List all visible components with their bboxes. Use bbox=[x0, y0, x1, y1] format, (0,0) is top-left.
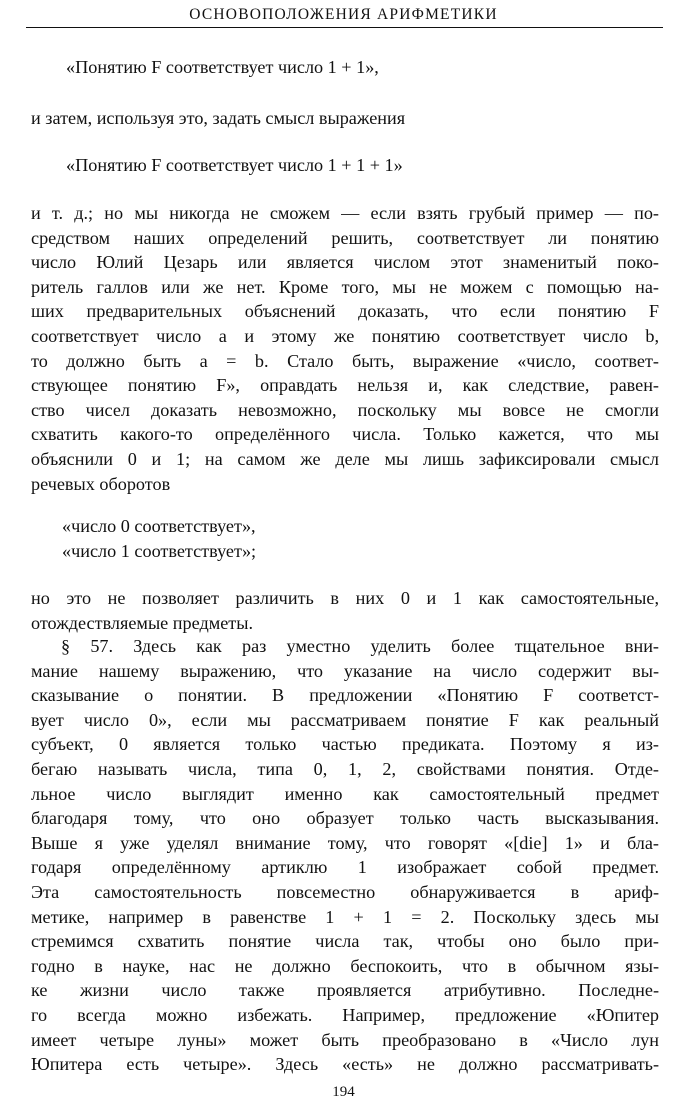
formula-line-1: «Понятию F соответствует число 1 + 1», bbox=[66, 57, 379, 77]
text-line: «число 1 соответствует»; bbox=[62, 540, 257, 561]
text-line: речевых оборотов bbox=[31, 473, 171, 494]
text-line: Эта самостоятельность повсеместно обнаруживается в ариф- bbox=[31, 881, 659, 902]
text-line: сказывание о понятии. В предложении «Понятию F соответст- bbox=[31, 685, 659, 706]
text-line: бегаю называть числа, типа 0, 1, 2, свойствами понятия. Отде- bbox=[31, 758, 659, 779]
text-line: ке жизни число также проявляется атрибутивно. Последне- bbox=[31, 980, 659, 1001]
header-rule bbox=[26, 27, 663, 28]
paragraph-section-57 bbox=[31, 634, 659, 1077]
running-header: ОСНОВОПОЛОЖЕНИЯ АРИФМЕТИКИ bbox=[189, 6, 498, 23]
text-line: льное число выглядит именно как самостоятельный предмет bbox=[31, 783, 659, 804]
paragraph-1 bbox=[31, 201, 659, 496]
text-line: метике, например в равенстве 1 + 1 = 2. Поскольку здесь мы bbox=[31, 906, 659, 927]
text-line: годаря определённому артиклю 1 изображает собой предмет. bbox=[31, 857, 659, 878]
text-line: го всегда можно избежать. Например, предложение «Юпитер bbox=[31, 1004, 659, 1025]
text-line: субъект, 0 является только частью предиката. Поэтому я из- bbox=[31, 734, 659, 755]
text-line: годно в науке, нас не должно беспокоить, что в обычном язы- bbox=[31, 955, 659, 976]
page-number: 194 bbox=[332, 1084, 355, 1100]
text-line: благодаря тому, что оно образует только часть высказывания. bbox=[31, 808, 659, 829]
text-line: схватить какого-то определённого числа. Только кажется, что мы bbox=[31, 424, 659, 445]
quoted-phrases bbox=[62, 514, 462, 563]
text-line: Юпитера есть четыре». Здесь «есть» не должно рассматривать- bbox=[31, 1054, 659, 1075]
text-line: ствующее понятию F», оправдать нельзя и, как следствие, равен- bbox=[31, 375, 659, 396]
text-line: вует число 0», если мы рассматриваем понятие F как реальный bbox=[31, 709, 659, 730]
text-line: отождествляемые предметы. bbox=[31, 612, 253, 633]
text-line: мание нашему выражению, что указание на число содержит вы- bbox=[31, 660, 659, 681]
text-line: то должно быть a = b. Стало быть, выражение «число, соответ- bbox=[31, 350, 659, 371]
paragraph-2 bbox=[31, 586, 659, 635]
transition-text bbox=[31, 106, 631, 131]
text-line: ших предварительных объяснений доказать, что если понятию F bbox=[31, 301, 659, 322]
text-line: объяснили 0 и 1; на самом же деле мы лишь зафиксировали смысл bbox=[31, 448, 659, 469]
text-line: стремимся схватить понятие числа так, чтобы оно было при- bbox=[31, 931, 659, 952]
text-line: средством наших определений решить, соответствует ли понятию bbox=[31, 227, 659, 248]
text-line: и т. д.; но мы никогда не сможем — если взять грубый пример — по- bbox=[31, 203, 659, 223]
formula-line-2: «Понятию F соответствует число 1 + 1 + 1» bbox=[66, 155, 403, 175]
text-line: но это не позволяет различить в них 0 и 1 как самостоятельные, bbox=[31, 588, 659, 608]
text-line: имеет четыре луны» может быть преобразовано в «Число лун bbox=[31, 1029, 659, 1050]
text-line: и затем, используя это, задать смысл выражения bbox=[31, 108, 406, 128]
text-line: § 57. Здесь как раз уместно уделить более тщательное вни- bbox=[61, 636, 659, 656]
text-line: Выше я уже уделял внимание тому, что говорят «[die] 1» и бла- bbox=[31, 832, 659, 853]
text-line: число Юлий Цезарь или является числом этот знаменитый поко- bbox=[31, 252, 659, 273]
text-line: ритель галлов или же нет. Кроме того, мы не можем с помощью на- bbox=[31, 276, 659, 297]
text-line: соответствует число a и этому же понятию соответствует число b, bbox=[31, 325, 659, 346]
text-line: ство чисел доказать невозможно, поскольку мы вовсе не смогли bbox=[31, 399, 659, 420]
text-line: «число 0 соответствует», bbox=[62, 516, 256, 536]
